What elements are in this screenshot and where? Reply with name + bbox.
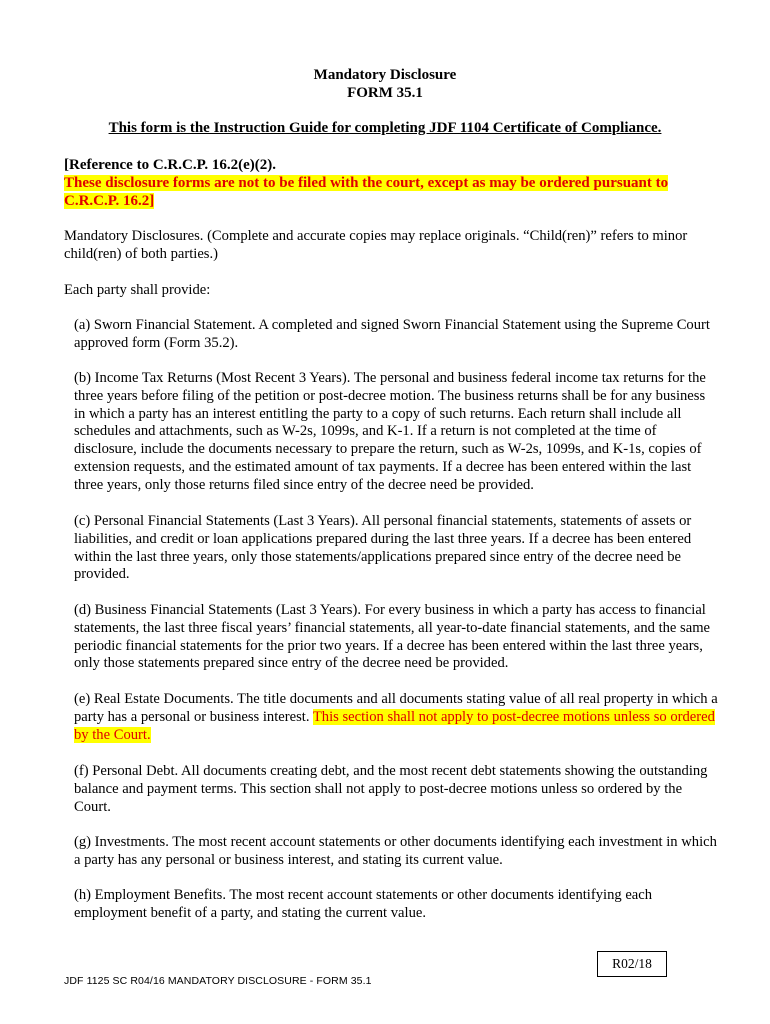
filing-warning <box>64 174 704 210</box>
each-party-paragraph: Each party shall provide: <box>64 282 211 298</box>
item-e-highlight: This section shall not apply to post-decree motions unless so ordered by the Court. <box>74 708 715 743</box>
form-number: FORM 35.1 <box>347 85 423 101</box>
page-subtitle: This form is the Instruction Guide for completing JDF 1104 Certificate of Compliance. <box>108 120 662 136</box>
item-c-paragraph: (c) Personal Financial Statements (Last 3 Years). All personal financial statements, statements of assets or liabilities, and credit or loan applications prepared during the last three years. If a decree has been entered within the last three years, only those statements/applications prepared since entry of the decree need be provided. <box>74 513 692 583</box>
intro-paragraph: Mandatory Disclosures. (Complete and accurate copies may replace originals. “Child(ren)” refers to minor child(ren) of both parties.) <box>64 228 688 262</box>
item-e-text: (e) Real Estate Documents. The title documents and all documents stating value of all real property in which a party has a personal or business interest. <box>74 691 718 725</box>
revision-box: R02/18 <box>597 951 667 977</box>
item-g-paragraph: (g) Investments. The most recent account statements or other documents identifying each investment in which a party has any personal or business interest, and stating its current value. <box>74 834 717 868</box>
item-f-paragraph: (f) Personal Debt. All documents creating debt, and the most recent debt statements showing the outstanding balance and payment terms. This section shall not apply to post-decree motions unless so ordered by the Court. <box>74 763 708 815</box>
reference-line: [Reference to C.R.C.P. 16.2(e)(2). <box>64 157 277 173</box>
item-h-paragraph: (h) Employment Benefits. The most recent account statements or other documents identifying each employment benefit of a party, and stating the current value. <box>74 887 653 921</box>
filing-warning-text: These disclosure forms are not to be filed with the court, except as may be ordered pursuant to C.R.C.P. 16.2] <box>64 175 669 209</box>
item-d-paragraph: (d) Business Financial Statements (Last 3 Years). For every business in which a party has access to financial statements, the last three fiscal years’ financial statements, all year-to-date financial statements, and the same periodic financial statements for the prior two years. If a decree has been entered within the last three years, only those statements prepared since entry of the decree need be provided. <box>74 602 711 672</box>
item-e-paragraph <box>64 691 719 744</box>
item-a-paragraph: (a) Sworn Financial Statement. A completed and signed Sworn Financial Statement using the Supreme Court approved form (Form 35.2). <box>74 317 710 351</box>
footer-form-id: JDF 1125 SC R04/16 MANDATORY DISCLOSURE - FORM 35.1 <box>64 975 372 987</box>
page-title: Mandatory Disclosure <box>313 67 457 83</box>
item-b-paragraph: (b) Income Tax Returns (Most Recent 3 Years). The personal and business federal income tax returns for the three years before filing of the petition or post-decree motion. The business returns shall be for any business in which a party has an interest entitling the party to a copy of such returns. Each return shall include all schedules and attachments, such as W-2s, 1099s, and K-1. If a return is not completed at the time of disclosure, include the documents necessary to prepare the return, such as W-2s, 1099s, and K-1s, copies of extension requests, and the estimated amount of tax payments. If a decree has been entered within the last three years, only those returns filed since entry of the decree need be provided. <box>74 370 706 493</box>
